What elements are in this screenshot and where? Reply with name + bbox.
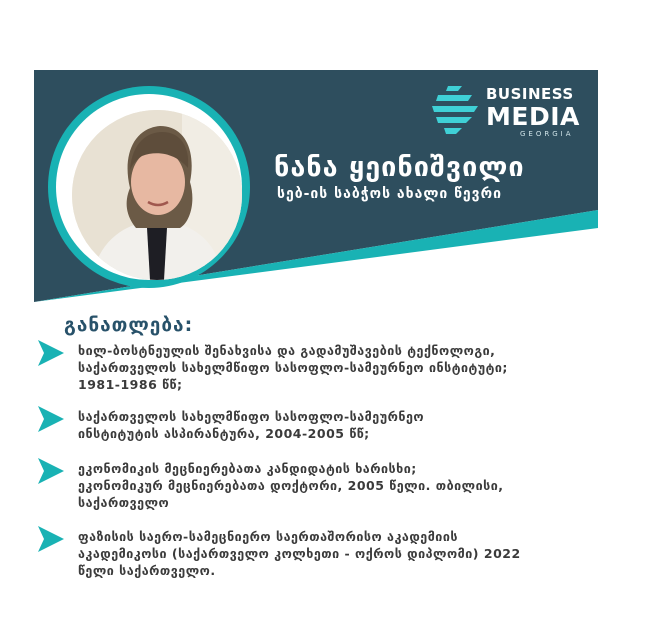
chevron-right-icon: [36, 458, 64, 484]
item-text-line: წელი საქართველო.: [78, 563, 216, 578]
chevron-right-icon: [36, 526, 64, 552]
item-text-line: ეკონომიკის მეცნიერებათა კანდიდატის ხარისხი;: [78, 461, 417, 476]
chevron-right-icon: [36, 406, 64, 432]
person-name: ნანა ყეინიშვილი: [274, 152, 525, 183]
business-media-logo: [428, 80, 598, 144]
logo-line-business: BUSINESS: [486, 85, 574, 103]
person-role: სებ-ის საბჭოს ახალი წევრი: [277, 186, 502, 202]
item-text-line: აკადემიკოსი (საქართველო კოლხეთი - ოქროს დიპლომი) 2022: [78, 546, 521, 561]
portrait-frame: [48, 86, 250, 288]
item-text-line: საქართველოს სახელმწიფო სასოფლო-სამეურნეო ინსტიტუტი;: [78, 360, 508, 375]
item-text-line: საქართველოს სახელმწიფო სასოფლო-სამეურნეო: [78, 409, 425, 424]
chevron-right-icon: [36, 340, 64, 366]
logo-line-georgia: GEORGIA: [520, 130, 574, 138]
globe-icon: [428, 82, 484, 138]
item-text-line: საქართველო: [78, 495, 170, 510]
item-text-line: 1981-1986 წწ;: [78, 377, 183, 392]
item-text-line: ფაზისის საერო-სამეცნიერო საერთაშორისო აკადემიის: [78, 529, 459, 544]
announcement-card: [34, 70, 598, 639]
item-text-line: ეკონომიკურ მეცნიერებათა დოქტორი, 2005 წელი. თბილისი,: [78, 478, 504, 493]
item-text-line: ინსტიტუტის ასპირანტურა, 2004-2005 წწ;: [78, 426, 370, 441]
education-heading: განათლება:: [64, 314, 194, 336]
portrait-photo: [72, 110, 242, 280]
logo-line-media: MEDIA: [486, 102, 580, 131]
item-text-line: ხილ-ბოსტნეულის შენახვისა და გადამუშავების ტექნოლოგი,: [78, 343, 496, 358]
